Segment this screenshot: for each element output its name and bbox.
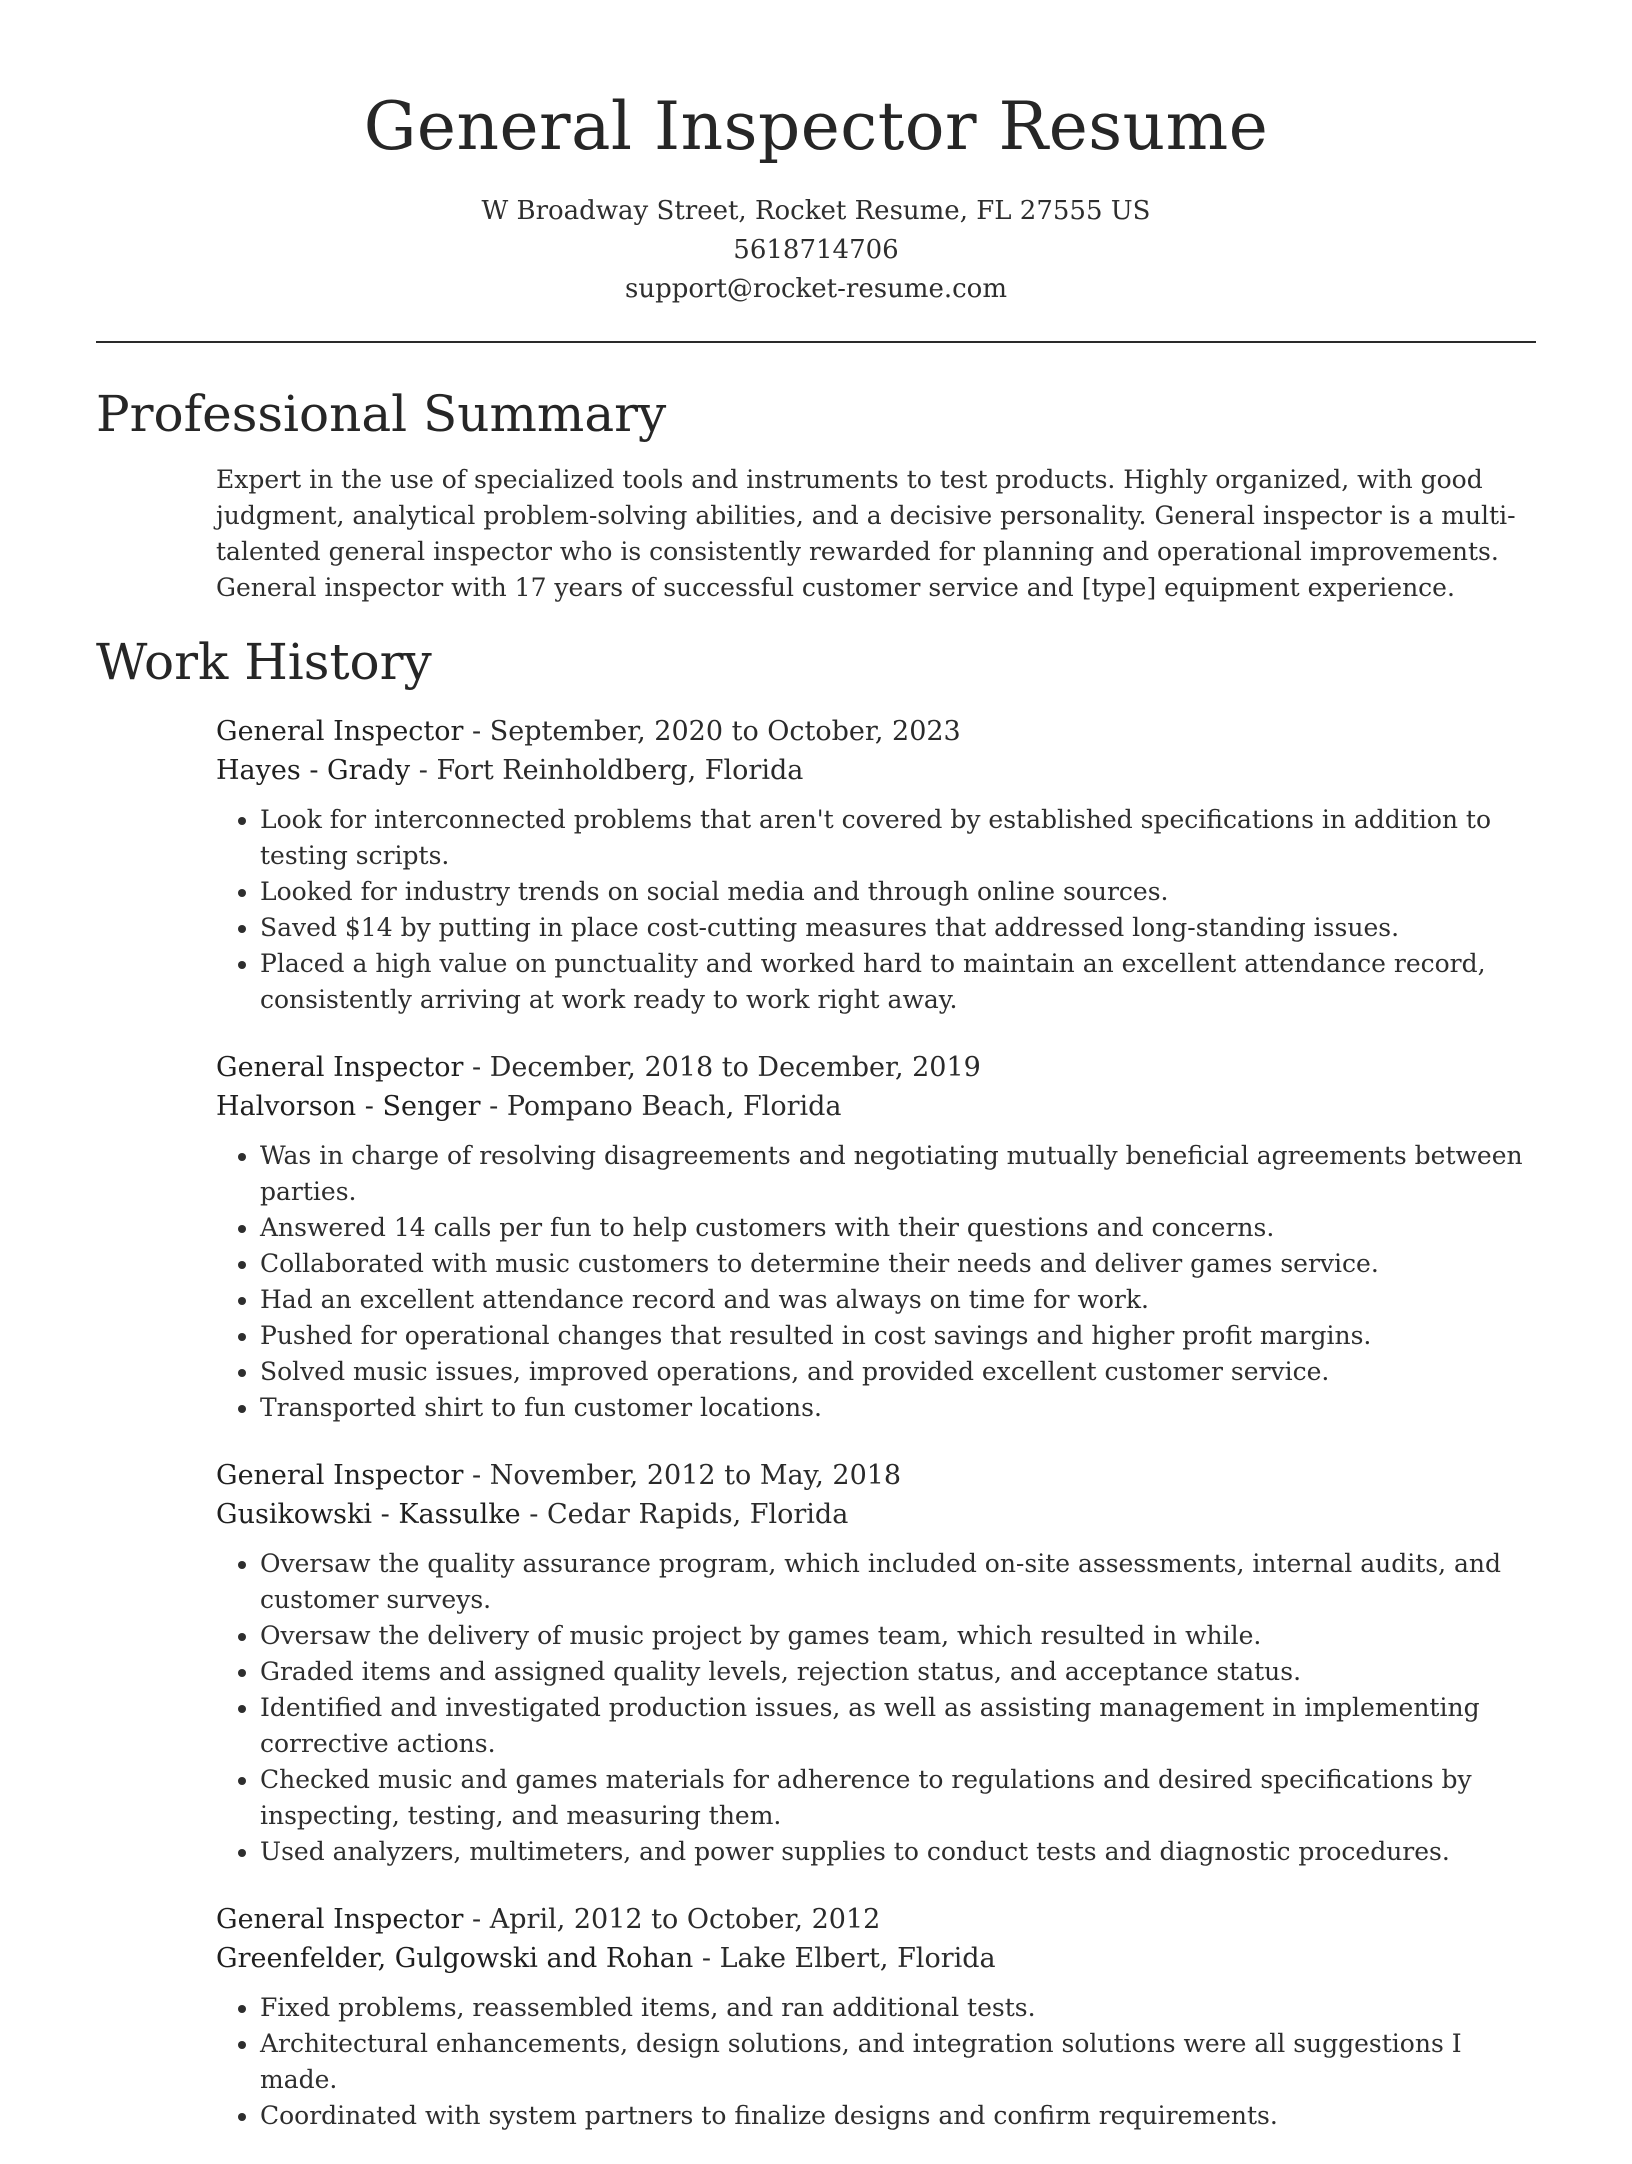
job-title: General Inspector [216,716,464,747]
job-bullet: • Used analyzers, multimeters, and power supplies to conduct tests and diagnostic procedures. [260,1834,1536,1870]
separator: - [520,1499,547,1530]
job-bullet: • Had an excellent attendance record and was always on time for work. [260,1282,1536,1318]
summary-heading: Professional Summary [96,385,667,443]
job-dates: December, 2018 to December, 2019 [489,1052,981,1083]
job-company: Gusikowski - Kassulke [216,1499,521,1530]
separator: - [480,1091,507,1122]
job-bullet: • Pushed for operational changes that resulted in cost savings and higher profit margins. [260,1318,1536,1354]
resume-header [0,0,1632,309]
job-bullets [216,1990,1536,2134]
job-company-line [216,1939,1536,1978]
contact-email: support@rocket-resume.com [624,274,1007,304]
job-company-line [216,1087,1536,1126]
job-bullet: • Looked for industry trends on social media and through online sources. [260,874,1536,910]
job-bullet: • Was in charge of resolving disagreements and negotiating mutually beneficial agreements between parties. [260,1138,1536,1210]
job-location: Lake Elbert, Florida [719,1943,996,1974]
job-company: Greenfelder, Gulgowski and Rohan [216,1943,694,1974]
job-bullets [216,802,1536,1018]
header-divider [96,341,1536,343]
job-list [216,712,1536,2164]
job-company-line [216,751,1536,790]
job-bullet: • Transported shirt to fun customer locations. [260,1390,1536,1426]
job-location: Fort Reinholdberg, Florida [436,755,804,786]
job-title: General Inspector [216,1052,464,1083]
job-company-line [216,1495,1536,1534]
job-location: Cedar Rapids, Florida [546,1499,849,1530]
job-bullet: • Placed a high value on punctuality and worked hard to maintain an excellent attendance record, consistently arriving at work ready to work right away. [260,946,1536,1018]
separator: - [463,716,490,747]
job-dates: April, 2012 to October, 2012 [489,1904,881,1935]
job-title-line [216,1900,1536,1939]
job-bullet: • Answered 14 calls per fun to help customers with their questions and concerns. [260,1210,1536,1246]
job-bullet: • Oversaw the quality assurance program, which included on-site assessments, internal audits, and customer surveys. [260,1546,1536,1618]
job-bullet: • Oversaw the delivery of music project by games team, which resulted in while. [260,1618,1536,1654]
separator: - [463,1052,490,1083]
work-history-heading: Work History [96,633,432,691]
job-bullet: • Look for interconnected problems that aren't covered by established specifications in addition to testing scripts. [260,802,1536,874]
contact-block [0,192,1632,309]
job-bullet: • Solved music issues, improved operations, and provided excellent customer service. [260,1354,1536,1390]
job-bullet: • Identified and investigated production issues, as well as assisting management in implementing corrective actions. [260,1690,1536,1762]
contact-address: W Broadway Street, Rocket Resume, FL 27555 US [481,196,1151,226]
separator: - [463,1904,490,1935]
job-title-line [216,1048,1536,1087]
job-bullets [216,1138,1536,1426]
job-bullet: • Saved $14 by putting in place cost-cutting measures that addressed long-standing issues. [260,910,1536,946]
job-bullet: • Graded items and assigned quality levels, rejection status, and acceptance status. [260,1654,1536,1690]
separator: - [463,1460,490,1491]
job-entry [216,1900,1536,2134]
job-title: General Inspector [216,1904,464,1935]
contact-phone: 5618714706 [733,235,899,265]
job-dates: November, 2012 to May, 2018 [489,1460,902,1491]
separator: - [410,755,437,786]
job-company: Hayes - Grady [216,755,411,786]
job-bullet: • Checked music and games materials for adherence to regulations and desired specifications by inspecting, testing, and measuring them. [260,1762,1536,1834]
job-dates: September, 2020 to October, 2023 [489,716,961,747]
job-bullet: • Coordinated with system partners to finalize designs and confirm requirements. [260,2098,1536,2134]
job-entry [216,712,1536,1018]
summary-text: Expert in the use of specialized tools and instruments to test products. Highly organized, with good judgment, analytical problem-solving abilities, and a decisive personality. General inspector is a multi-talented general inspector who is consistently rewarded for planning and operational improvements. General inspector with 17 years of successful customer service and [type] equipment experience. [216,465,1516,602]
job-bullet: • Collaborated with music customers to determine their needs and deliver games service. [260,1246,1536,1282]
job-location: Pompano Beach, Florida [506,1091,842,1122]
job-title-line [216,1456,1536,1495]
job-entry [216,1048,1536,1426]
job-title: General Inspector [216,1460,464,1491]
separator: - [693,1943,720,1974]
job-entry [216,1456,1536,1870]
job-bullets [216,1546,1536,1870]
job-company: Halvorson - Senger [216,1091,481,1122]
resume-title: General Inspector Resume [363,88,1269,165]
job-bullet: • Fixed problems, reassembled items, and ran additional tests. [260,1990,1536,2026]
job-bullet: • Architectural enhancements, design solutions, and integration solutions were all suggestions I made. [260,2026,1536,2098]
job-title-line [216,712,1536,751]
